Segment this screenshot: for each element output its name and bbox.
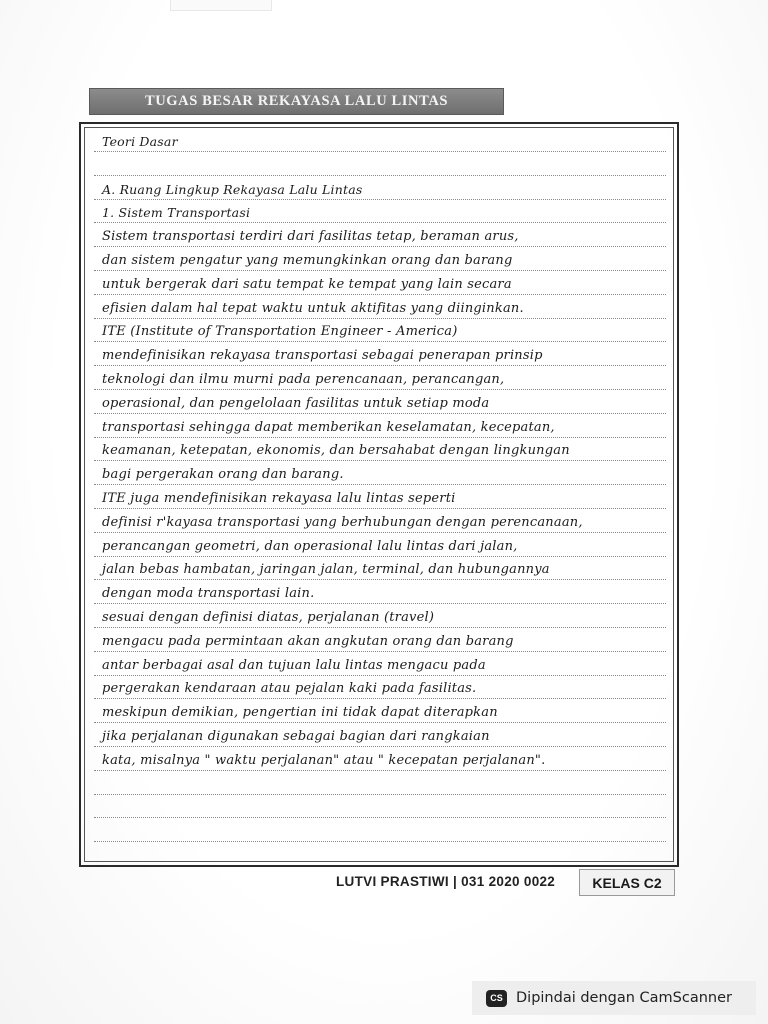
handwritten-line: definisi r'kayasa transportasi yang berhubungan dengan perencanaan, [102,514,583,530]
handwritten-line: teknologi dan ilmu murni pada perencanaan, perancangan, [102,372,505,387]
ruled-line [94,222,666,223]
ruled-line [94,698,666,699]
ruled-line [94,199,666,200]
handwritten-line: pergerakan kendaraan atau pejalan kaki pada fasilitas. [102,681,477,697]
handwritten-line: dan sistem pengatur yang memungkinkan orang dan barang [102,253,513,268]
handwritten-line: ITE (Institute of Transportation Engineer - America) [102,324,458,340]
handwritten-line: dengan moda transportasi lain. [102,586,315,602]
handwritten-line: keamanan, ketepatan, ekonomis, dan bersahabat dengan lingkungan [102,443,570,459]
handwritten-line: perancangan geometri, dan operasional lalu lintas dari jalan, [102,538,518,554]
handwritten-line: antar berbagai asal dan tujuan lalu lintas mengacu pada [102,657,486,673]
handwritten-line: jalan bebas hambatan, jaringan jalan, terminal, dan hubungannya [102,562,550,578]
ruled-line [94,437,666,438]
assignment-title-banner: TUGAS BESAR REKAYASA LALU LINTAS [89,88,504,115]
camscanner-label: Dipindai dengan CamScanner [516,990,733,1006]
ruled-line [94,246,666,247]
camscanner-watermark [472,981,756,1015]
handwritten-line: jika perjalanan digunakan sebagai bagian dari rangkaian [102,729,490,744]
ruled-line [94,532,666,533]
camscanner-logo-icon: CS [486,990,507,1007]
ruled-line [94,794,666,795]
ruled-line [94,294,666,295]
handwritten-line: mendefinisikan rekayasa transportasi sebagai penerapan prinsip [102,348,543,364]
ruled-writing-area [88,127,672,862]
handwritten-line: untuk bergerak dari satu tempat ke tempat yang lain secara [102,276,512,292]
ruled-line [94,413,666,414]
ruled-line [94,389,666,390]
ruled-line [94,627,666,628]
ruled-line [94,270,666,271]
ruled-line [94,341,666,342]
handwritten-line: mengacu pada permintaan akan angkutan orang dan barang [102,633,514,649]
ruled-line [94,651,666,652]
ruled-line [94,365,666,366]
class-label-box: KELAS C2 [579,869,675,896]
handwritten-line: Sistem transportasi terdiri dari fasilitas tetap, beraman arus, [102,229,519,245]
handwritten-line: efisien dalam hal tepat waktu untuk aktifitas yang diinginkan. [102,300,524,316]
student-identity: LUTVI PRASTIWI | 031 2020 0022 [336,874,556,889]
ruled-line [94,675,666,676]
handwritten-line: meskipun demikian, pengertian ini tidak dapat diterapkan [102,705,498,721]
ruled-line [94,746,666,747]
handwritten-line: ITE juga mendefinisikan rekayasa lalu lintas seperti [102,491,456,506]
ruled-line [94,770,666,771]
ruled-line [94,460,666,461]
ruled-line [94,484,666,485]
ruled-line [94,841,666,842]
handwritten-line: 1. Sistem Transportasi [102,205,251,221]
handwritten-line: bagi pergerakan orang dan barang. [102,467,344,483]
page-top-tab [170,0,272,11]
handwritten-line: A. Ruang Lingkup Rekayasa Lalu Lintas [102,181,363,197]
handwritten-line: Teori Dasar [102,134,178,149]
handwritten-line: kata, misalnya " waktu perjalanan" atau " kecepatan perjalanan". [102,752,546,768]
ruled-line [94,556,666,557]
handwritten-line: operasional, dan pengelolaan fasilitas untuk setiap moda [102,395,490,411]
ruled-line [94,722,666,723]
handwritten-line: transportasi sehingga dapat memberikan keselamatan, kecepatan, [102,419,555,435]
ruled-line [94,318,666,319]
ruled-line [94,579,666,580]
handwritten-line: sesuai dengan definisi diatas, perjalanan (travel) [102,610,435,625]
ruled-line [94,508,666,509]
ruled-line [94,175,666,176]
ruled-line [94,817,666,818]
ruled-line [94,603,666,604]
ruled-line [94,151,666,152]
